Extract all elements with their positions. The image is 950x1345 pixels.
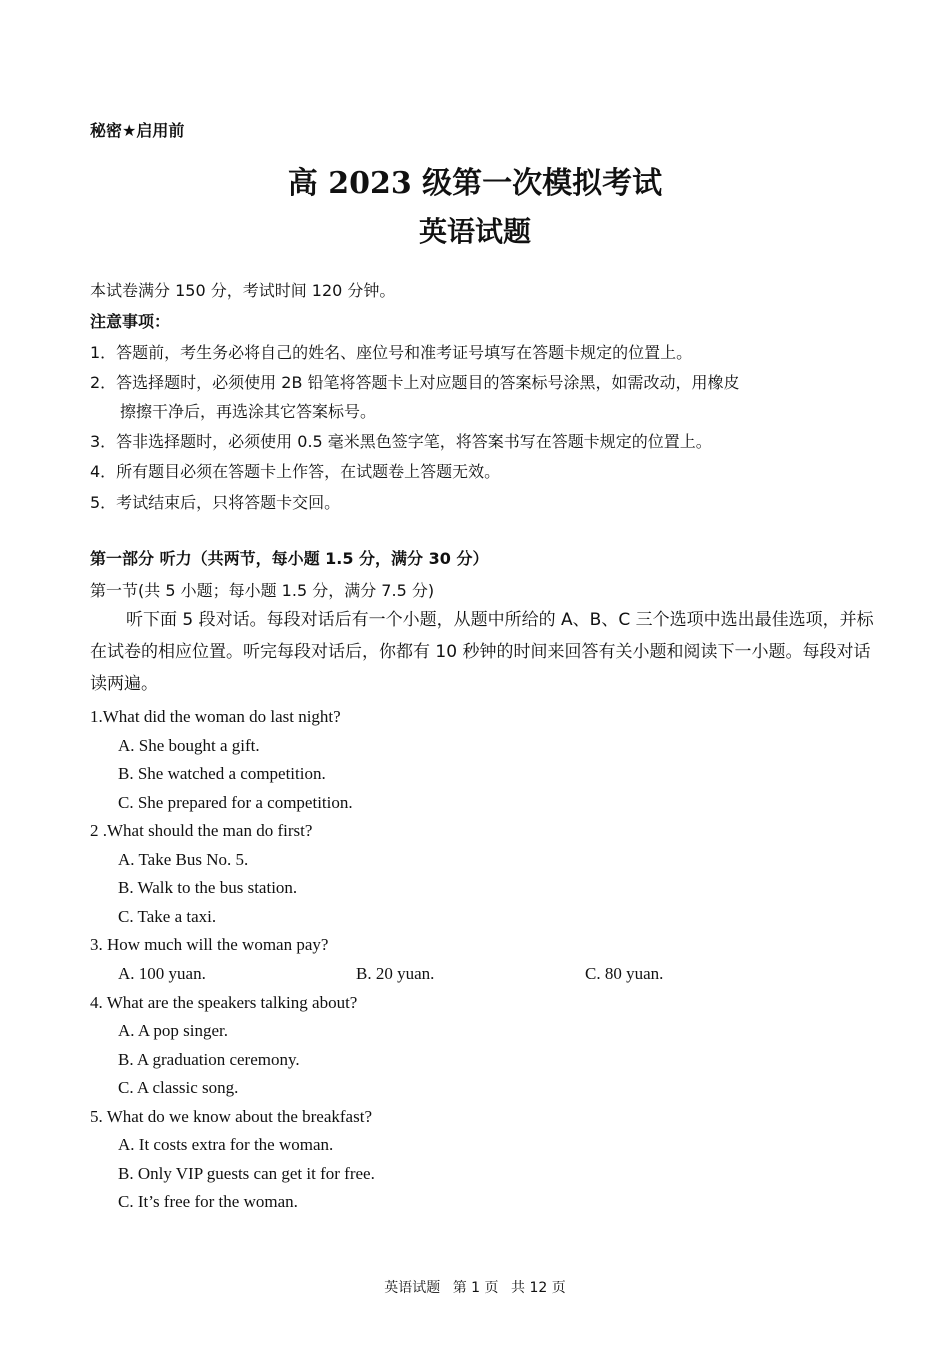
answer-option: A. A pop singer. [118, 1021, 229, 1040]
note-item: 2．答选择题时，必须使用 2B 铅笔将答题卡上对应题目的答案标号涂黑，如需改动，用橡皮 [90, 373, 740, 392]
note-item: 1．答题前，考生务必将自己的姓名、座位号和准考证号填写在答题卡规定的位置上。 [90, 343, 693, 362]
question-stem: 1.What did the woman do last night? [90, 707, 341, 726]
question-stem: 5. What do we know about the breakfast? [90, 1107, 372, 1126]
notes-heading: 注意事项： [90, 312, 171, 331]
answer-option: B. Only VIP guests can get it for free. [118, 1164, 375, 1183]
answer-option: B. 20 yuan. [356, 964, 435, 983]
section-heading: 第一节(共 5 小题；每小题 1.5 分，满分 7.5 分) [90, 581, 435, 600]
exam-subtitle: 英语试题 [418, 215, 531, 248]
footer-page-number: 第 1 页 [452, 1280, 499, 1296]
answer-option: A. Take Bus No. 5. [118, 850, 249, 869]
note-item: 3．答非选择题时，必须使用 0.5 毫米黑色签字笔，将答案书写在答题卡规定的位置上。 [90, 432, 712, 451]
answer-option: C. It’s free for the woman. [118, 1192, 298, 1211]
answer-option: B. A graduation ceremony. [118, 1050, 300, 1069]
listening-instructions: 听下面 5 段对话。每段对话后有一个小题，从题中所给的 A、B、C 三个选项中选出最佳选项，并标在试卷的相应位置。听完每段对话后，你都有 10 秒钟的时间来回答有关小题和阅读下一小题。每段对话读两遍。 [90, 610, 874, 694]
answer-option: A. It costs extra for the woman. [118, 1135, 334, 1154]
answer-option: C. Take a taxi. [118, 907, 217, 926]
answer-option: A. 100 yuan. [118, 964, 206, 983]
exam-title: 高 2023 级第一次模拟考试 [287, 166, 663, 201]
answer-option: B. She watched a competition. [118, 764, 326, 783]
note-item-continued: 擦擦干净后，再选涂其它答案标号。 [120, 402, 377, 421]
part-heading: 第一部分 听力（共两节，每小题 1.5 分，满分 30 分） [90, 549, 489, 568]
question-stem: 2 .What should the man do first? [90, 821, 313, 840]
confidential-label: 秘密★启用前 [90, 121, 185, 140]
score-time-info: 本试卷满分 150 分，考试时间 120 分钟。 [90, 281, 396, 300]
answer-option: C. 80 yuan. [585, 964, 664, 983]
note-item: 4．所有题目必须在答题卡上作答，在试题卷上答题无效。 [90, 462, 501, 481]
footer-total-pages: 共 12 页 [511, 1280, 566, 1296]
answer-option: B. Walk to the bus station. [118, 878, 298, 897]
answer-option: C. A classic song. [118, 1078, 239, 1097]
answer-option: C. She prepared for a competition. [118, 793, 353, 812]
page-footer [0, 1277, 950, 1297]
question-stem: 4. What are the speakers talking about? [90, 993, 358, 1012]
answer-option: A. She bought a gift. [118, 736, 260, 755]
note-item: 5．考试结束后，只将答题卡交回。 [90, 493, 341, 512]
footer-subject: 英语试题 [384, 1280, 441, 1296]
question-stem: 3. How much will the woman pay? [90, 935, 329, 954]
